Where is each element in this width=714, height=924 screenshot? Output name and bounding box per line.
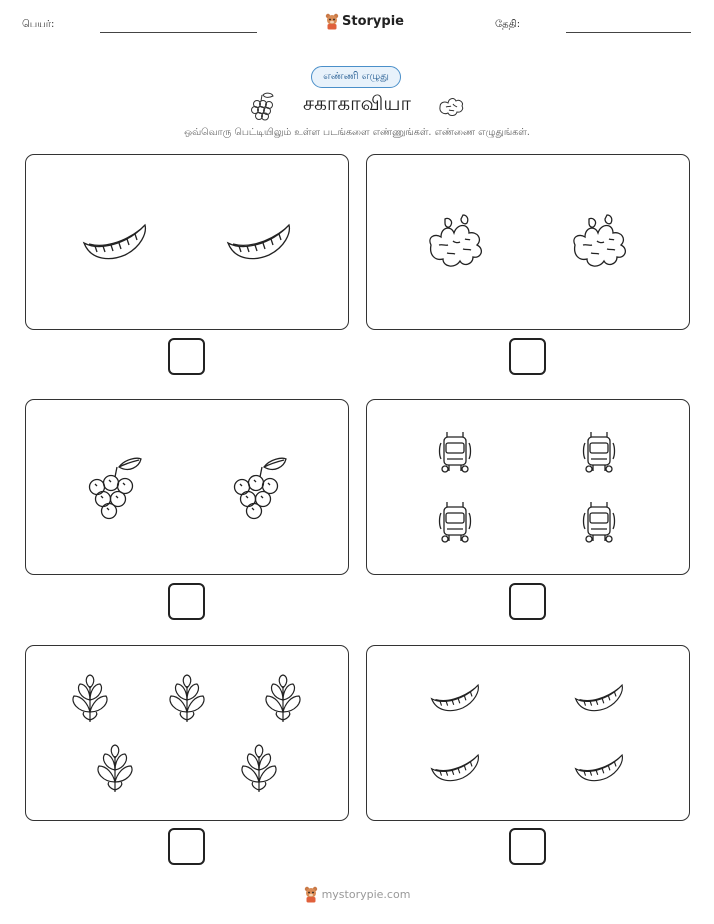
- leaf-icon: [91, 744, 139, 794]
- canoe-icon: [225, 221, 295, 263]
- ginger-icon: [423, 211, 489, 271]
- count-box-3: [25, 399, 349, 575]
- page-title: சகாகாவியா: [303, 91, 411, 115]
- backpack-icon: [437, 499, 473, 545]
- answer-box-4[interactable]: [509, 583, 546, 620]
- brand-name: Storypie: [342, 14, 404, 29]
- answer-box-2[interactable]: [509, 338, 546, 375]
- date-line[interactable]: [566, 32, 691, 33]
- name-line[interactable]: [100, 32, 257, 33]
- answer-box-5[interactable]: [168, 828, 205, 865]
- bear-logo-icon: [304, 886, 318, 903]
- answer-box-1[interactable]: [168, 338, 205, 375]
- count-box-5: [25, 645, 349, 821]
- bear-logo-icon: [325, 13, 339, 30]
- canoe-icon: [573, 752, 627, 784]
- canoe-icon: [573, 682, 627, 714]
- count-box-6: [366, 645, 690, 821]
- answer-box-6[interactable]: [509, 828, 546, 865]
- brand-logo: [325, 13, 404, 30]
- instructions: ஒவ்வொரு பெட்டியிலும் உள்ள படங்களை எண்ணுங்கள். எண்ணை எழுதுங்கள்.: [184, 127, 530, 138]
- backpack-icon: [437, 429, 473, 475]
- canoe-icon: [81, 221, 151, 263]
- canoe-icon: [429, 682, 483, 714]
- date-label: தேதி:: [495, 19, 521, 30]
- count-box-2: [366, 154, 690, 330]
- leaf-icon: [66, 674, 114, 724]
- name-label: பெயர்:: [22, 19, 55, 30]
- count-box-1: [25, 154, 349, 330]
- leaf-icon: [235, 744, 283, 794]
- activity-badge: எண்ணி எழுது: [311, 66, 401, 88]
- footer-url[interactable]: mystorypie.com: [321, 888, 411, 901]
- leaf-icon: [163, 674, 211, 724]
- berries-icon: [228, 455, 290, 521]
- backpack-icon: [581, 429, 617, 475]
- ginger-icon: [567, 211, 633, 271]
- backpack-icon: [581, 499, 617, 545]
- ginger-decoration-icon: [436, 93, 466, 119]
- answer-box-3[interactable]: [168, 583, 205, 620]
- count-box-4: [366, 399, 690, 575]
- canoe-icon: [429, 752, 483, 784]
- footer: [0, 886, 714, 903]
- berries-icon: [83, 455, 145, 521]
- leaf-icon: [259, 674, 307, 724]
